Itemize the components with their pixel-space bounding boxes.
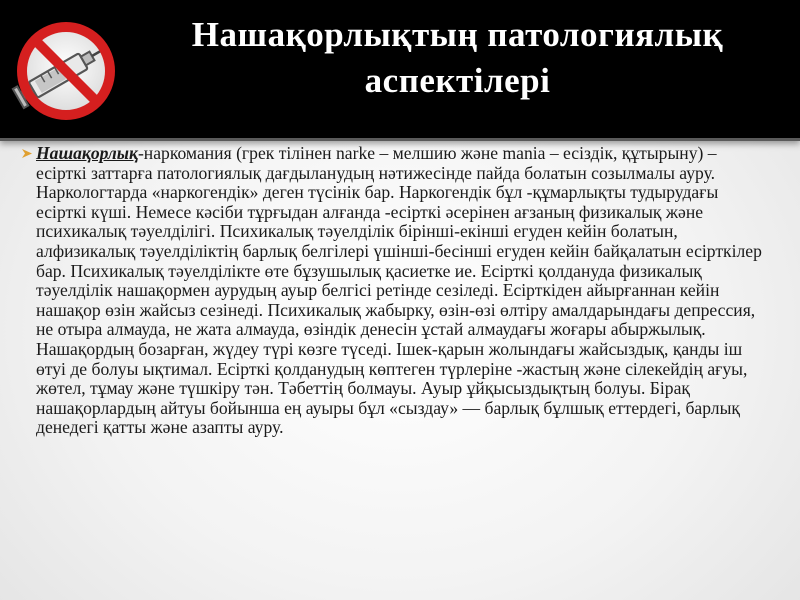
arrow-bullet-icon bbox=[22, 149, 32, 158]
definition-text: -наркомания (грек тілінен narke – мелшию және mania – есіздік, құтырыну) – есірткі заттарға патологиялық дағдыланудың нәтижесінде пайда болатын созылмалы ауру. Наркологтарда «наркогендік» деген түсінік бар. Наркогендік бұл -құмарлықты тудырудағы есірткі күші. Немесе кәсіби тұрғыдан алғанда -есірткі әсерінен ағзаның физикалық және психикалық тәуелділігі. Психикалық тәуелділік бірінші-екінші егуден кейін болатын, алфизикалық тәуелділіктің барлық белгілері үшінші-бесінші егуден кейін байқалатын есірткілер бар. Психикалық тәуелділікте өте бұзушылық қасиетке ие. Есірткі қолдануда физикалық тәуелділік нашақормен аурудың ауыр белгісі ретінде сезіледі. Есірткіден айырғаннан кейін нашақор өзін жайсыз сезінеді. Психикалық жабырку, өзін-өзі өлтіру амалдарындағы депрессия, не отыра алмауда, не жата алмауда, өзіндік денесін ұстай алмаудағы жоғары абыржылық. Нашақордың бозарған, жүдеу түрі көзге түседі. Ішек-қарын жолындағы жайсыздық, қанды іш өтуі де болуы ықтимал. Есірткі қолданудың көптеген түрлеріне -жастың және сілекейдің ағуы, жөтел, тұмау және түшкіру тән. Тәбеттің болмауы. Ауыр ұйқысыздықтың болуы. Бірақ нашақорлардың айтуы бойынша ең ауыры бұл «сыздау» — барлық бұлшық еттердегі, барлық денедегі қатты және азапты ауру. bbox=[36, 143, 762, 438]
body-text bbox=[36, 144, 766, 438]
title-bar bbox=[0, 0, 800, 141]
slide-title-line-1: Нашақорлықтың патологиялық bbox=[191, 15, 724, 54]
key-term: Нашақорлық bbox=[36, 143, 138, 163]
slide-title bbox=[125, 12, 790, 104]
no-syringe-icon bbox=[10, 15, 122, 127]
slide-title-line-2: аспектілері bbox=[364, 61, 551, 100]
